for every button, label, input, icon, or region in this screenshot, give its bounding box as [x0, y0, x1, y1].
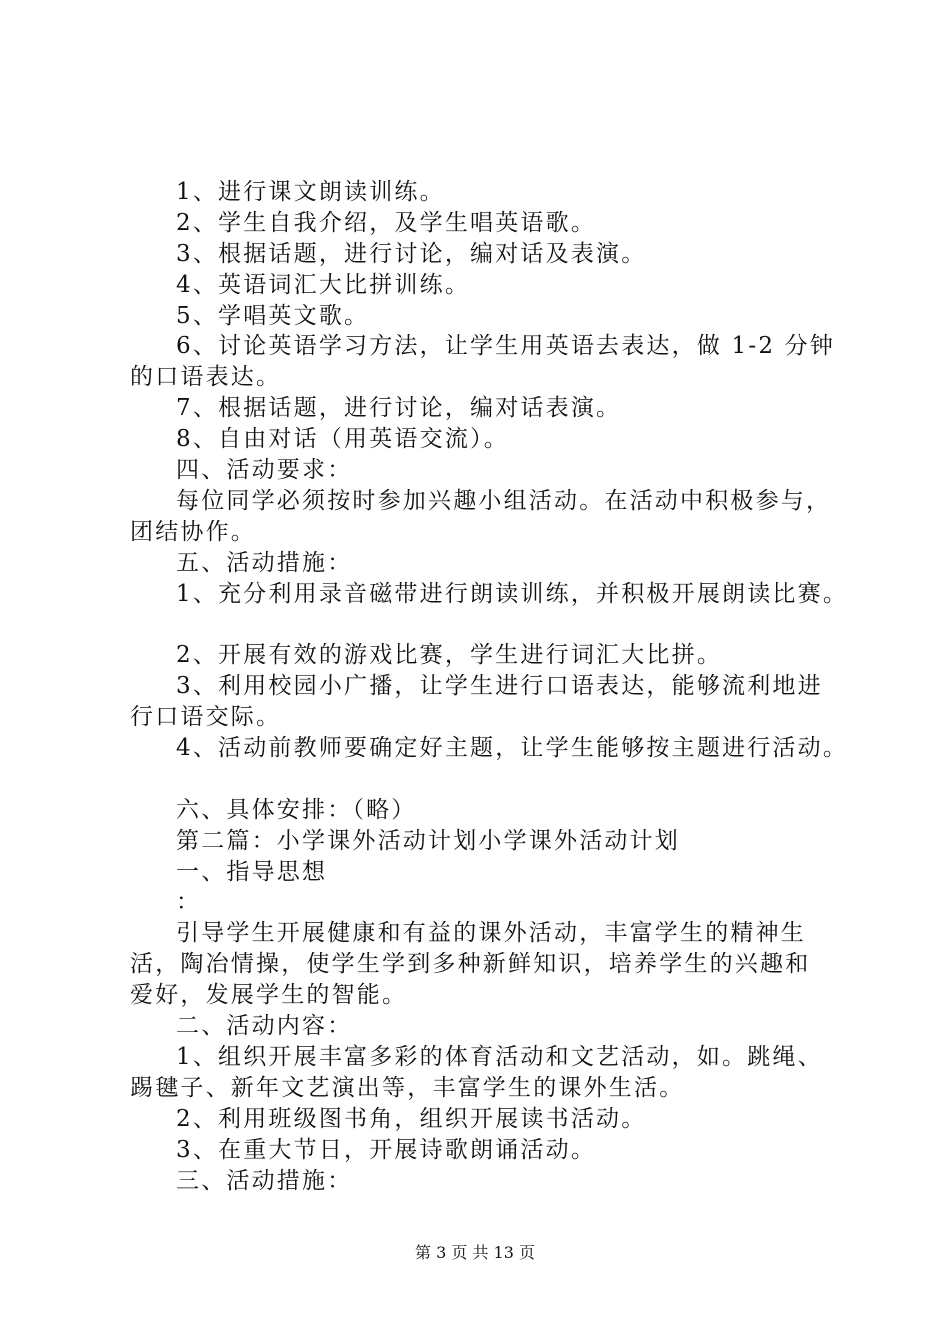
paragraph-line: 每位同学必须按时参加兴趣小组活动。在活动中积极参与，: [176, 487, 832, 514]
chapter-title: 第二篇：小学课外活动计划小学课外活动计划: [176, 827, 680, 854]
list-item: 1、充分利用录音磁带进行朗读训练，并积极开展朗读比赛。: [176, 580, 849, 607]
list-item: 5、学唱英文歌。: [176, 302, 370, 329]
paragraph-line: 团结协作。: [130, 518, 256, 545]
blank-line: [130, 764, 850, 795]
list-item: 2、开展有效的游戏比赛，学生进行词汇大比拼。: [176, 642, 723, 669]
list-item: 6、讨论英语学习方法，让学生用英语去表达，做 1-2 分钟: [176, 333, 836, 360]
section-heading: 四、活动要求：: [176, 457, 353, 484]
list-item: 3、利用校园小广播，让学生进行口语表达，能够流利地进: [176, 673, 823, 700]
list-item: 7、根据话题，进行讨论，编对话表演。: [176, 395, 622, 422]
list-item: 4、英语词汇大比拼训练。: [176, 271, 471, 298]
paragraph-line: ：: [176, 889, 202, 916]
section-heading: 六、具体安排：（略）: [176, 796, 417, 823]
list-item: 3、在重大节日，开展诗歌朗诵活动。: [176, 1136, 597, 1163]
list-item: 3、根据话题，进行讨论，编对话及表演。: [176, 240, 647, 267]
list-item-continuation: 的口语表达。: [130, 364, 282, 391]
section-heading: 二、活动内容：: [176, 1013, 353, 1040]
list-item: 2、利用班级图书角，组织开展读书活动。: [176, 1105, 647, 1132]
page-number-footer: 第 3 页 共 13 页: [415, 1243, 535, 1262]
list-item-continuation: 踢毽子、新年文艺演出等，丰富学生的课外生活。: [130, 1074, 685, 1101]
document-body: [130, 177, 850, 1196]
list-item: 2、学生自我介绍，及学生唱英语歌。: [176, 209, 597, 236]
paragraph-line: 引导学生开展健康和有益的课外活动，丰富学生的精神生: [176, 920, 806, 947]
list-item: 1、组织开展丰富多彩的体育活动和文艺活动，如。跳绳、: [176, 1043, 823, 1070]
paragraph-line: 活，陶冶情操，使学生学到多种新鲜知识，培养学生的兴趣和: [130, 951, 811, 978]
section-heading: 五、活动措施：: [176, 549, 353, 576]
section-heading: 一、指导思想: [176, 858, 328, 885]
list-item: 8、自由对话（用英语交流）。: [176, 426, 509, 453]
section-heading: 三、活动措施：: [176, 1167, 353, 1194]
list-item: 1、进行课文朗读训练。: [176, 179, 445, 205]
list-item-continuation: 行口语交际。: [130, 704, 282, 731]
paragraph-line: 爱好，发展学生的智能。: [130, 982, 408, 1009]
blank-line: [130, 609, 850, 640]
list-item: 4、活动前教师要确定好主题，让学生能够按主题进行活动。: [176, 735, 849, 762]
